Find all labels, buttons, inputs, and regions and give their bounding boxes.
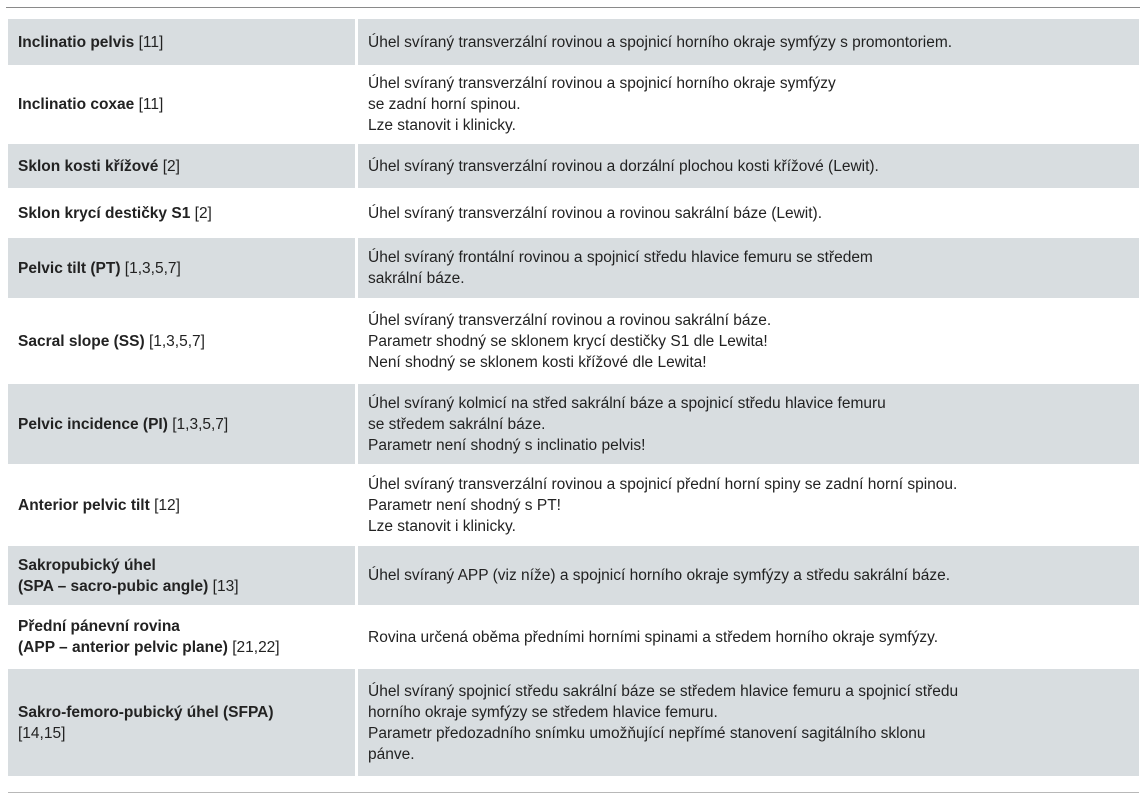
parameter-name-cell	[8, 608, 355, 666]
parameter-name-line	[18, 258, 349, 279]
parameter-name-cell	[8, 144, 355, 188]
parameter-name-cell	[8, 238, 355, 298]
description-line: Úhel svíraný APP (viz níže) a spojnicí horního okraje symfýzy a středu sakrální báze.	[368, 567, 951, 584]
reference-citation: [2]	[158, 157, 180, 175]
parameter-description-cell	[355, 144, 1139, 188]
parameter-term: Sacral slope (SS)	[18, 332, 145, 350]
parameter-name-cell	[8, 546, 355, 605]
reference-citation: [13]	[208, 577, 239, 595]
reference-citation: [1,3,5,7]	[120, 259, 181, 277]
table-row	[8, 467, 1139, 543]
parameter-term: Přední pánevní rovina	[18, 618, 180, 635]
parameter-name-line	[18, 203, 349, 224]
parameter-name-cell	[8, 191, 355, 235]
description-line: Úhel svíraný transverzální rovinou a spojnicí horního okraje symfýzy s promontoriem.	[368, 33, 953, 51]
description-line: Parametr není shodný s PT!	[368, 496, 561, 514]
parameter-name-cell	[8, 467, 355, 543]
description-line: Úhel svíraný spojnicí středu sakrální báze se středem hlavice femuru a spojnicí středu	[368, 682, 959, 700]
parameter-name-cell	[8, 384, 355, 464]
description-line: Úhel svíraný transverzální rovinou a dorzální plochou kosti křížové (Lewit).	[368, 157, 879, 175]
parameter-name-line	[18, 414, 349, 435]
parameter-term: Inclinatio coxae	[18, 96, 135, 113]
parameter-term: Anterior pelvic tilt	[18, 496, 150, 514]
parameter-term: Inclinatio pelvis	[18, 33, 135, 51]
parameter-description-cell	[355, 19, 1139, 65]
table-row	[8, 19, 1139, 65]
parameter-name-line	[18, 637, 349, 658]
reference-citation: [12]	[149, 496, 180, 514]
description-line: Úhel svíraný transverzální rovinou a rovinou sakrální báze (Lewit).	[368, 204, 823, 222]
parameter-term: Sklon krycí destičky S1	[18, 204, 191, 222]
pelvic-parameters-table	[8, 16, 1139, 779]
parameter-description-cell	[355, 669, 1139, 776]
parameter-name-line	[18, 156, 349, 177]
bottom-rule	[8, 792, 1139, 793]
table-row	[8, 144, 1139, 188]
description-line: Úhel svíraný transverzální rovinou a spojnicí přední horní spiny se zadní horní spinou.	[368, 475, 958, 493]
parameter-term: Pelvic tilt (PT)	[18, 259, 121, 277]
description-line: Rovina určená oběma předními horními spinami a středem horního okraje symfýzy.	[368, 628, 939, 646]
top-rule	[6, 7, 1140, 8]
table-row	[8, 546, 1139, 605]
reference-citation: [11]	[134, 96, 164, 113]
table-body	[8, 19, 1139, 776]
reference-citation: [11]	[134, 33, 164, 51]
parameter-name-line	[18, 555, 349, 576]
table-row	[8, 669, 1139, 776]
parameter-description-cell	[355, 608, 1139, 666]
parameter-name-line	[18, 32, 349, 53]
description-line: se zadní horní spinou.	[368, 96, 521, 113]
reference-citation: [21,22]	[227, 639, 280, 656]
parameter-description-cell	[355, 191, 1139, 235]
parameter-name-cell	[8, 19, 355, 65]
description-line: Parametr není shodný s inclinatio pelvis!	[368, 436, 646, 454]
parameter-description-cell	[355, 301, 1139, 381]
parameter-name-line	[18, 495, 349, 516]
parameter-name-line	[18, 723, 349, 744]
parameter-term: Pelvic incidence (PI)	[18, 415, 168, 433]
parameter-term: Sklon kosti křížové	[18, 157, 159, 175]
parameter-term: (APP – anterior pelvic plane)	[18, 639, 228, 656]
table-row	[8, 68, 1139, 141]
parameter-name-line	[18, 702, 349, 723]
table-row	[8, 238, 1139, 298]
table-row	[8, 301, 1139, 381]
parameter-name-line	[18, 331, 349, 352]
parameter-description-cell	[355, 238, 1139, 298]
parameter-name-line	[18, 94, 349, 115]
parameter-term: Sakropubický úhel	[18, 556, 156, 574]
description-line: sakrální báze.	[368, 270, 465, 287]
reference-citation: [14,15]	[18, 724, 66, 742]
reference-citation: [1,3,5,7]	[144, 332, 205, 350]
parameter-term: (SPA – sacro-pubic angle)	[18, 577, 209, 595]
definitions-table-container	[8, 19, 1139, 779]
description-line: horního okraje symfýzy se středem hlavice femuru.	[368, 703, 718, 721]
parameter-name-cell	[8, 301, 355, 381]
table-row	[8, 384, 1139, 464]
description-line: Úhel svíraný kolmicí na střed sakrální báze a spojnicí středu hlavice femuru	[368, 394, 886, 412]
parameter-description-cell	[355, 68, 1139, 141]
parameter-name-line	[18, 616, 349, 637]
description-line: Úhel svíraný transverzální rovinou a rovinou sakrální báze.	[368, 311, 772, 329]
description-line: Lze stanovit i klinicky.	[368, 117, 516, 134]
table-row	[8, 191, 1139, 235]
parameter-name-cell	[8, 68, 355, 141]
description-line: Úhel svíraný frontální rovinou a spojnicí středu hlavice femuru se středem	[368, 249, 873, 266]
description-line: Parametr předozadního snímku umožňující nepřímé stanovení sagitálního sklonu	[368, 724, 926, 742]
table-row	[8, 608, 1139, 666]
parameter-name-line	[18, 576, 349, 597]
parameter-description-cell	[355, 546, 1139, 605]
parameter-description-cell	[355, 467, 1139, 543]
description-line: Úhel svíraný transverzální rovinou a spojnicí horního okraje symfýzy	[368, 75, 836, 92]
description-line: se středem sakrální báze.	[368, 415, 546, 433]
description-line: pánve.	[368, 745, 415, 763]
description-line: Parametr shodný se sklonem krycí destičky S1 dle Lewita!	[368, 332, 768, 350]
description-line: Lze stanovit i klinicky.	[368, 517, 516, 535]
description-line: Není shodný se sklonem kosti křížové dle Lewita!	[368, 353, 707, 371]
parameter-description-cell	[355, 384, 1139, 464]
parameter-term: Sakro-femoro-pubický úhel (SFPA)	[18, 703, 274, 721]
reference-citation: [1,3,5,7]	[167, 415, 229, 433]
reference-citation: [2]	[190, 204, 212, 222]
parameter-name-cell	[8, 669, 355, 776]
